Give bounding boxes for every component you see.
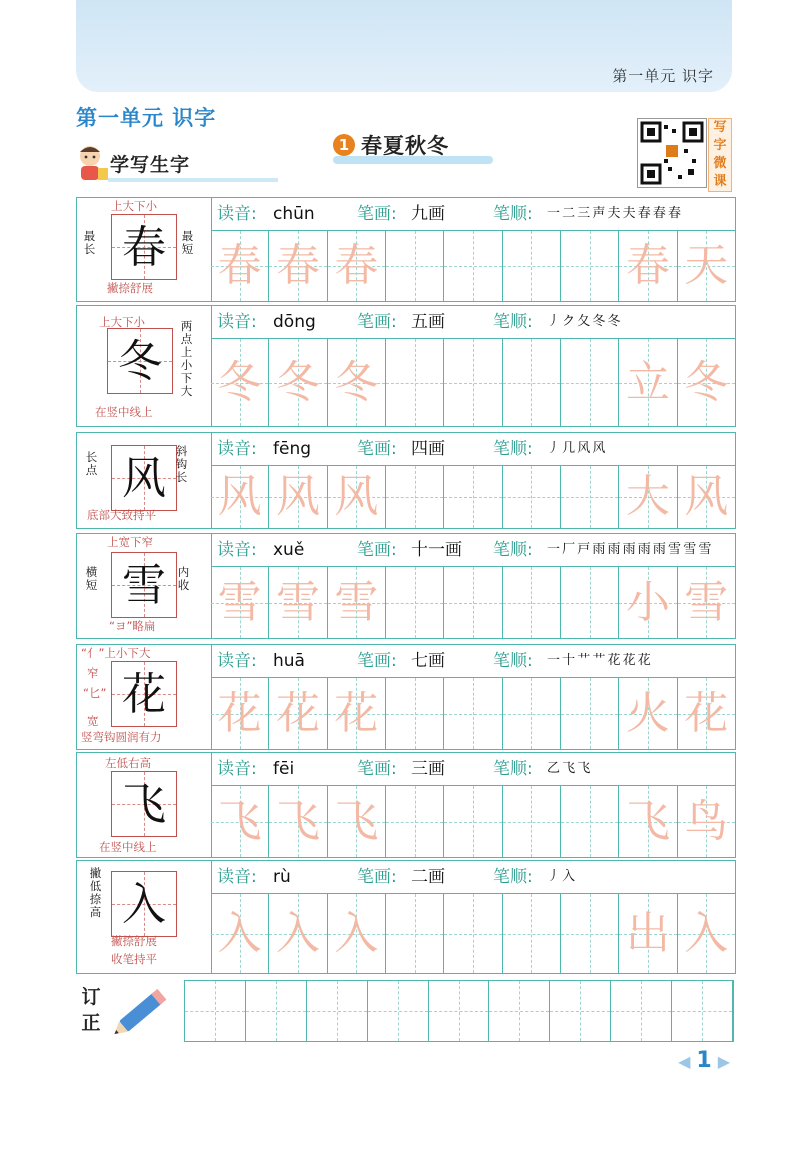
- practice-cell[interactable]: [678, 894, 735, 973]
- section-underline: [108, 178, 278, 182]
- tracing-character: 风: [684, 471, 729, 522]
- practice-cell[interactable]: [561, 894, 619, 973]
- stroke-count-label: 笔画:: [357, 204, 397, 224]
- character-info: [211, 861, 735, 894]
- model-character: 入: [122, 879, 166, 930]
- practice-cell[interactable]: [561, 339, 619, 426]
- writing-tip: 竖弯钩圆润有力: [81, 730, 162, 744]
- pinyin-value: huā: [273, 651, 305, 671]
- stroke-order-value: 丿 几 风 风: [547, 441, 605, 456]
- tracing-character: 天: [684, 240, 729, 291]
- practice-cell[interactable]: [269, 231, 327, 301]
- tracing-character: 冬: [275, 357, 320, 408]
- stroke-order-value: 乙 飞 飞: [547, 761, 590, 776]
- pinyin-label: 读音:: [217, 540, 257, 560]
- practice-cell[interactable]: [211, 231, 269, 301]
- model-character: 冬: [118, 336, 162, 387]
- writing-tip: 斜钩长: [175, 444, 188, 484]
- writing-tip: 底部大致持平: [87, 508, 156, 522]
- correction-cell[interactable]: [550, 981, 611, 1041]
- tracing-character: 冬: [217, 357, 262, 408]
- practice-cell[interactable]: [386, 231, 444, 301]
- practice-cell[interactable]: [503, 894, 561, 973]
- character-row: [76, 197, 736, 302]
- character-row: [76, 432, 736, 529]
- character-info: [211, 198, 735, 231]
- practice-cell[interactable]: [269, 339, 327, 426]
- correction-cell[interactable]: [307, 981, 368, 1041]
- practice-cell[interactable]: [619, 786, 677, 857]
- tracing-character: 飞: [217, 796, 262, 847]
- tracing-character: 风: [275, 471, 320, 522]
- practice-cell[interactable]: [211, 678, 269, 749]
- model-character-box: [111, 214, 177, 280]
- practice-cell[interactable]: [561, 466, 619, 528]
- tracing-character: 花: [217, 688, 262, 739]
- stroke-count-label: 笔画:: [357, 540, 397, 560]
- stroke-count-value: 四画: [411, 439, 445, 459]
- character-guide-cell: [77, 861, 212, 973]
- practice-cell[interactable]: [503, 339, 561, 426]
- practice-cell[interactable]: [619, 894, 677, 973]
- tracing-character: 鸟: [684, 796, 729, 847]
- practice-cell[interactable]: [678, 567, 735, 638]
- stroke-count-value: 九画: [411, 204, 445, 224]
- pinyin-label: 读音:: [217, 312, 257, 332]
- practice-cell[interactable]: [328, 567, 386, 638]
- tracing-character: 花: [334, 688, 379, 739]
- practice-cell[interactable]: [211, 786, 269, 857]
- pinyin-value: chūn: [273, 204, 315, 224]
- tracing-character: 小: [625, 577, 670, 628]
- stroke-order-value: 丿 入: [547, 869, 575, 884]
- writing-tip: 窄: [87, 666, 99, 680]
- next-page-icon[interactable]: ▶: [717, 1052, 730, 1071]
- practice-cell[interactable]: [444, 339, 502, 426]
- practice-cell[interactable]: [444, 466, 502, 528]
- tracing-character: 大: [625, 471, 670, 522]
- practice-cell[interactable]: [561, 786, 619, 857]
- unit-title: 第一单元 识字: [76, 106, 217, 130]
- correction-cell[interactable]: [246, 981, 307, 1041]
- character-info: [211, 306, 735, 339]
- writing-tip: 长点: [85, 450, 98, 477]
- practice-cell[interactable]: [678, 339, 735, 426]
- practice-cell[interactable]: [269, 786, 327, 857]
- pinyin-value: fēi: [273, 759, 295, 779]
- stroke-order-label: 笔顺:: [493, 204, 533, 224]
- character-info: [211, 534, 735, 567]
- character-guide-cell: [77, 433, 212, 528]
- practice-cell[interactable]: [619, 231, 677, 301]
- practice-cell[interactable]: [503, 231, 561, 301]
- stroke-order-value: 一 厂 戸 雨 雨 雨 雨 雨 雪 雪 雪: [547, 542, 711, 557]
- qr-label: 写字微课: [708, 118, 732, 192]
- practice-grid: [211, 466, 735, 528]
- pinyin-value: rù: [273, 867, 291, 887]
- practice-cell[interactable]: [386, 567, 444, 638]
- tracing-character: 飞: [334, 796, 379, 847]
- stroke-order-label: 笔顺:: [493, 867, 533, 887]
- practice-cell[interactable]: [211, 894, 269, 973]
- practice-cell[interactable]: [328, 894, 386, 973]
- correction-grid[interactable]: [184, 980, 734, 1042]
- qr-code[interactable]: [637, 118, 707, 188]
- character-row: [76, 644, 736, 750]
- stroke-order-label: 笔顺:: [493, 651, 533, 671]
- model-character: 飞: [122, 779, 166, 830]
- correction-cell[interactable]: [611, 981, 672, 1041]
- practice-cell[interactable]: [328, 466, 386, 528]
- practice-cell[interactable]: [503, 786, 561, 857]
- practice-cell[interactable]: [444, 231, 502, 301]
- model-character: 雪: [122, 560, 166, 611]
- writing-tip: “匕”: [83, 686, 107, 700]
- stroke-order-value: 一 二 三 声 夫 夫 春 春 春: [547, 206, 681, 221]
- tracing-character: 春: [275, 240, 320, 291]
- tracing-character: 飞: [275, 796, 320, 847]
- practice-cell[interactable]: [561, 231, 619, 301]
- practice-cell[interactable]: [503, 567, 561, 638]
- stroke-order-label: 笔顺:: [493, 540, 533, 560]
- practice-grid: [211, 678, 735, 749]
- model-character-box: [111, 552, 177, 618]
- practice-cell[interactable]: [269, 567, 327, 638]
- tracing-character: 冬: [684, 357, 729, 408]
- prev-page-icon[interactable]: ◀: [678, 1052, 691, 1071]
- correction-cell[interactable]: [185, 981, 246, 1041]
- practice-cell[interactable]: [619, 466, 677, 528]
- character-row: [76, 305, 736, 427]
- stroke-order-label: 笔顺:: [493, 759, 533, 779]
- model-character-box: [111, 445, 177, 511]
- practice-cell[interactable]: [619, 678, 677, 749]
- practice-cell[interactable]: [386, 466, 444, 528]
- tracing-character: 雪: [275, 577, 320, 628]
- correction-area: [76, 978, 734, 1044]
- writing-tip: 内收: [177, 565, 190, 592]
- practice-cell[interactable]: [561, 567, 619, 638]
- stroke-order-value: 丿 ク 夂 冬 冬: [547, 314, 620, 329]
- writing-tip: 收笔持平: [111, 952, 157, 966]
- stroke-count-value: 二画: [411, 867, 445, 887]
- practice-cell[interactable]: [444, 786, 502, 857]
- tracing-character: 风: [334, 471, 379, 522]
- tracing-character: 春: [217, 240, 262, 291]
- writing-tip: 上大下小: [111, 199, 157, 213]
- practice-cell[interactable]: [678, 786, 735, 857]
- model-character: 风: [122, 453, 166, 504]
- writing-tip: 宽: [87, 714, 99, 728]
- tracing-character: 立: [625, 357, 670, 408]
- practice-cell[interactable]: [386, 786, 444, 857]
- section-heading: [72, 142, 242, 186]
- stroke-count-value: 七画: [411, 651, 445, 671]
- pinyin-value: dōng: [273, 312, 316, 332]
- model-character-box: [111, 871, 177, 937]
- stroke-count-label: 笔画:: [357, 759, 397, 779]
- stroke-count-label: 笔画:: [357, 439, 397, 459]
- practice-grid: [211, 894, 735, 973]
- tracing-character: 风: [217, 471, 262, 522]
- practice-cell[interactable]: [211, 466, 269, 528]
- stroke-count-label: 笔画:: [357, 651, 397, 671]
- page-number: 1: [696, 1048, 712, 1073]
- character-info: [211, 753, 735, 786]
- pinyin-label: 读音:: [217, 651, 257, 671]
- practice-cell[interactable]: [503, 678, 561, 749]
- tracing-character: 春: [625, 240, 670, 291]
- model-character-box: [107, 328, 173, 394]
- pencil-icon: [104, 978, 180, 1044]
- tracing-character: 火: [625, 688, 670, 739]
- practice-cell[interactable]: [444, 894, 502, 973]
- writing-tip: “ヨ”略扁: [109, 619, 156, 633]
- stroke-order-label: 笔顺:: [493, 312, 533, 332]
- stroke-count-label: 笔画:: [357, 312, 397, 332]
- tracing-character: 入: [334, 908, 379, 959]
- tracing-character: 花: [684, 688, 729, 739]
- character-guide-cell: [77, 534, 212, 638]
- writing-tip: 最长: [83, 229, 96, 256]
- practice-cell[interactable]: [678, 678, 735, 749]
- character-row: [76, 860, 736, 974]
- practice-cell[interactable]: [386, 339, 444, 426]
- writing-tip: “亻”上小下大: [81, 646, 151, 660]
- writing-tip: 在竖中线上: [95, 405, 153, 419]
- pager: [672, 1048, 736, 1073]
- correction-cell[interactable]: [368, 981, 429, 1041]
- practice-cell[interactable]: [386, 894, 444, 973]
- writing-tip: 左低右高: [105, 756, 151, 770]
- stroke-count-value: 五画: [411, 312, 445, 332]
- tracing-character: 雪: [217, 577, 262, 628]
- practice-cell[interactable]: [561, 678, 619, 749]
- tracing-character: 冬: [334, 357, 379, 408]
- writing-tip: 两点上小下大: [180, 319, 193, 398]
- practice-cell[interactable]: [328, 339, 386, 426]
- pinyin-label: 读音:: [217, 867, 257, 887]
- practice-cell[interactable]: [386, 678, 444, 749]
- tracing-character: 春: [334, 240, 379, 291]
- lesson-number-badge: 1: [333, 134, 355, 156]
- header-band-label: 第一单元 识字: [612, 67, 714, 85]
- practice-cell[interactable]: [211, 339, 269, 426]
- writing-tip: 在竖中线上: [99, 840, 157, 854]
- tracing-character: 入: [217, 908, 262, 959]
- pinyin-label: 读音:: [217, 204, 257, 224]
- practice-cell[interactable]: [328, 786, 386, 857]
- practice-cell[interactable]: [211, 567, 269, 638]
- practice-cell[interactable]: [328, 231, 386, 301]
- writing-tip: 横短: [85, 565, 98, 592]
- character-info: [211, 433, 735, 466]
- writing-tip: 最短: [181, 229, 194, 256]
- correction-cell[interactable]: [489, 981, 550, 1041]
- practice-grid: [211, 231, 735, 301]
- pinyin-label: 读音:: [217, 439, 257, 459]
- character-row: [76, 752, 736, 858]
- writing-tip: 撇低捺高: [89, 866, 102, 919]
- practice-grid: [211, 786, 735, 857]
- header-band: [76, 0, 732, 92]
- qr-code-icon: [638, 119, 706, 187]
- pinyin-label: 读音:: [217, 759, 257, 779]
- section-label: 学写生字: [110, 154, 191, 176]
- pinyin-value: xuě: [273, 540, 305, 560]
- model-character: 春: [122, 222, 166, 273]
- character-guide-cell: [77, 306, 212, 426]
- writing-tip: 上宽下窄: [107, 535, 153, 549]
- practice-cell[interactable]: [678, 231, 735, 301]
- stroke-count-value: 三画: [411, 759, 445, 779]
- tracing-character: 飞: [625, 796, 670, 847]
- practice-cell[interactable]: [619, 339, 677, 426]
- stroke-order-value: 一 十 艹 艹 花 花 花: [547, 653, 650, 668]
- practice-grid: [211, 567, 735, 638]
- character-guide-cell: [77, 645, 212, 749]
- tracing-character: 入: [275, 908, 320, 959]
- practice-cell[interactable]: [269, 678, 327, 749]
- correction-cell[interactable]: [429, 981, 490, 1041]
- model-character-box: [111, 771, 177, 837]
- writing-tip: 撇捺舒展: [111, 934, 157, 948]
- practice-cell[interactable]: [269, 466, 327, 528]
- correction-label: 订正: [81, 986, 101, 1034]
- practice-grid: [211, 339, 735, 426]
- model-character-box: [111, 661, 177, 727]
- model-character: 花: [122, 669, 166, 720]
- writing-tip: 撇捺舒展: [107, 281, 153, 295]
- tracing-character: 雪: [334, 577, 379, 628]
- stroke-count-value: 十一画: [411, 540, 462, 560]
- tracing-character: 花: [275, 688, 320, 739]
- practice-cell[interactable]: [328, 678, 386, 749]
- tracing-character: 入: [684, 908, 729, 959]
- practice-cell[interactable]: [444, 567, 502, 638]
- correction-cell[interactable]: [672, 981, 733, 1041]
- pinyin-value: fēng: [273, 439, 312, 459]
- character-row: [76, 533, 736, 639]
- lesson-title: 春夏秋冬: [361, 134, 449, 158]
- tracing-character: 出: [625, 908, 670, 959]
- tracing-character: 雪: [684, 577, 729, 628]
- character-guide-cell: [77, 198, 212, 301]
- stroke-order-label: 笔顺:: [493, 439, 533, 459]
- writing-tip: 上大下小: [99, 315, 145, 329]
- practice-cell[interactable]: [619, 567, 677, 638]
- practice-cell[interactable]: [678, 466, 735, 528]
- character-guide-cell: [77, 753, 212, 857]
- practice-cell[interactable]: [269, 894, 327, 973]
- kid-illustration-icon: [72, 142, 110, 186]
- practice-cell[interactable]: [503, 466, 561, 528]
- practice-cell[interactable]: [444, 678, 502, 749]
- stroke-count-label: 笔画:: [357, 867, 397, 887]
- character-info: [211, 645, 735, 678]
